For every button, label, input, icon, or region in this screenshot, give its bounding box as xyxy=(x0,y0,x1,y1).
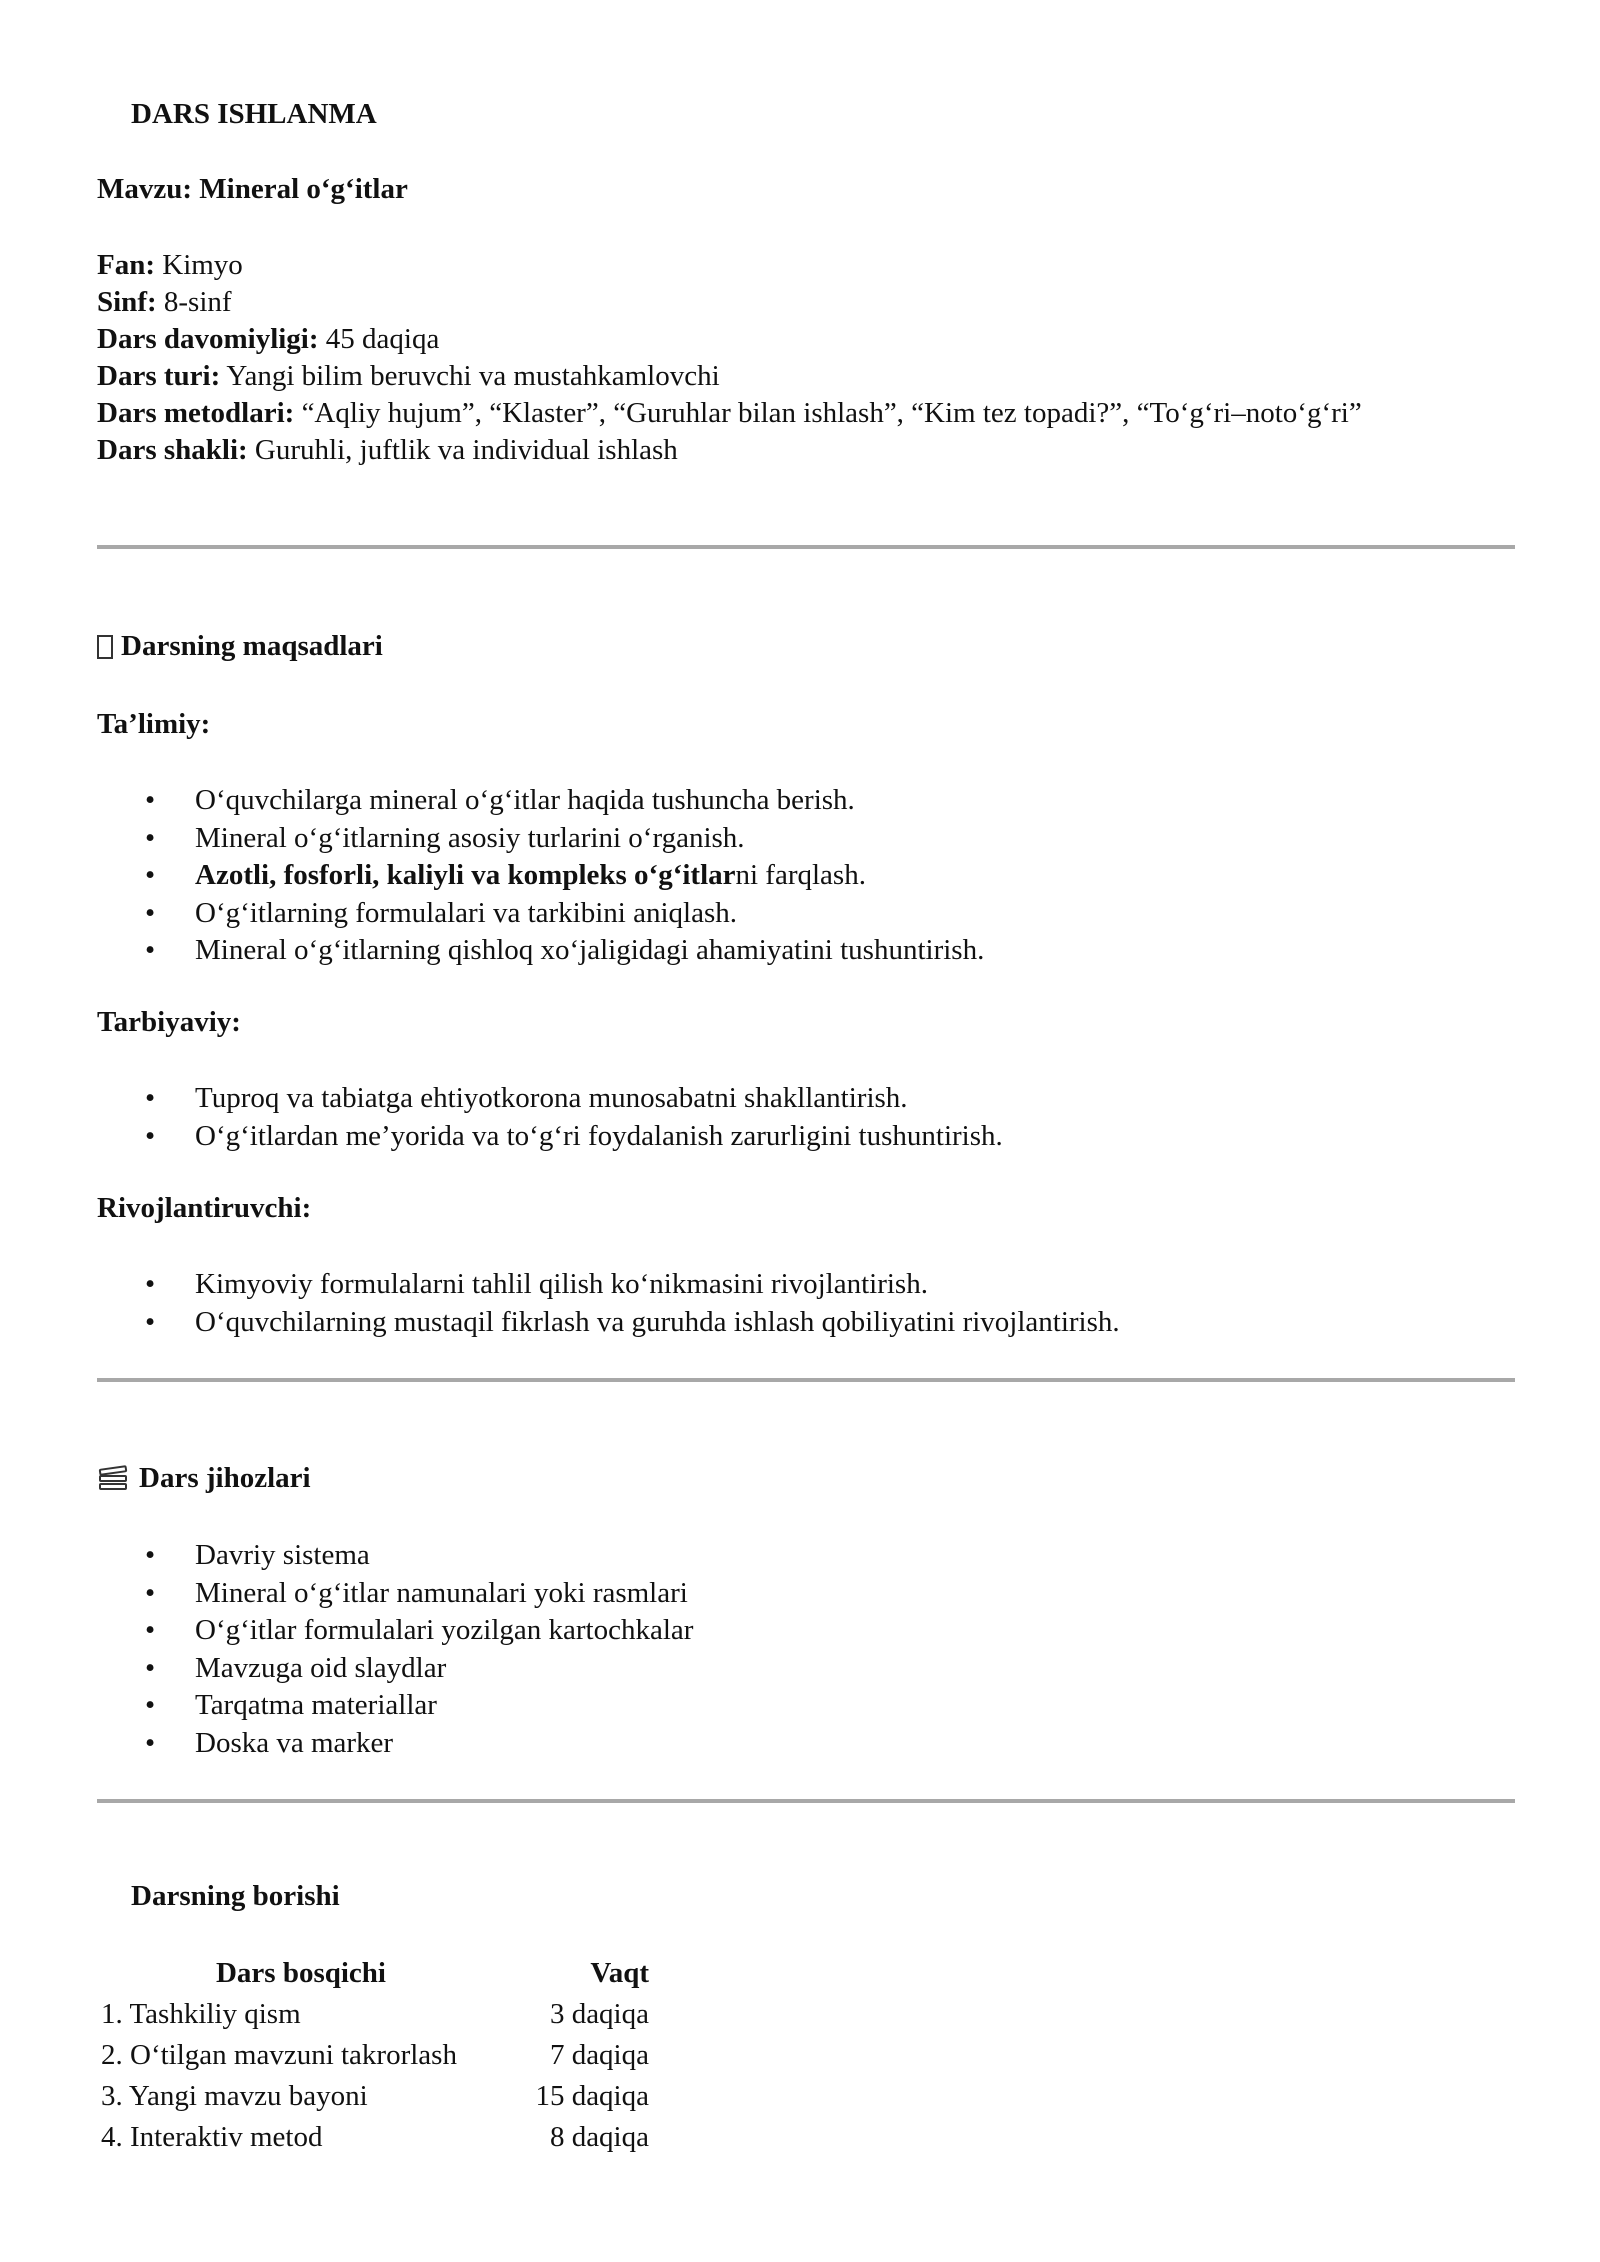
list-item: • O‘g‘itlarning formulalari va tarkibini aniqlash. xyxy=(145,896,737,929)
equipment-heading: Dars jihozlari xyxy=(97,1462,311,1495)
divider xyxy=(97,545,1515,549)
meta-type: Dars turi: Yangi bilim beruvchi va mustahkamlovchi xyxy=(97,360,720,392)
course-table xyxy=(97,1952,653,2158)
lesson-topic: Mavzu: Mineral o‘g‘itlar xyxy=(97,173,408,205)
meta-grade: Sinf: 8-sinf xyxy=(97,286,232,318)
meta-form: Dars shakli: Guruhli, juftlik va individual ishlash xyxy=(97,434,678,466)
talimiy-list xyxy=(145,782,984,970)
lesson-meta xyxy=(97,247,1517,469)
goals-heading: Darsning maqsadlari xyxy=(97,630,383,663)
list-item: • Tarqatma materiallar xyxy=(145,1689,437,1721)
table-row: 3. Yangi mavzu bayoni 15 daqiqa xyxy=(101,2080,649,2112)
list-item: • O‘quvchilarga mineral o‘g‘itlar haqida tushuncha berish. xyxy=(145,784,855,816)
books-icon xyxy=(97,1465,131,1493)
list-item: • Mavzuga oid slaydlar xyxy=(145,1651,447,1684)
tarbiyaviy-list xyxy=(145,1080,1003,1155)
table-row: 2. O‘tilgan mavzuni takrorlash 7 daqiqa xyxy=(101,2039,649,2071)
document-title: DARS ISHLANMA xyxy=(131,98,377,130)
target-icon xyxy=(97,635,113,659)
list-item: • Davriy sistema xyxy=(145,1539,370,1571)
tarbiyaviy-heading: Tarbiyaviy: xyxy=(97,1006,241,1038)
talimiy-heading: Ta’limiy: xyxy=(97,708,211,740)
divider xyxy=(97,1378,1515,1382)
list-item: • Tuproq va tabiatga ehtiyotkorona munosabatni shakllantirish. xyxy=(145,1082,908,1114)
list-item: • Mineral o‘g‘itlarning asosiy turlarini o‘rganish. xyxy=(145,821,745,854)
list-item: • Doska va marker xyxy=(145,1726,394,1759)
meta-methods: Dars metodlari: “Aqliy hujum”, “Klaster”, “Guruhlar bilan ishlash”, “Kim tez topadi?”, “To‘g‘ri–noto‘g‘ri” xyxy=(97,397,1362,429)
table-row: 1. Tashkiliy qism 3 daqiqa xyxy=(101,1998,649,2030)
list-item: • Mineral o‘g‘itlar namunalari yoki rasmlari xyxy=(145,1576,688,1609)
table-header-row xyxy=(97,1952,653,1994)
meta-duration: Dars davomiyligi: 45 daqiqa xyxy=(97,323,440,355)
list-item: • Azotli, fosforli, kaliyli va kompleks o‘g‘itlarni farqlash. xyxy=(145,859,866,891)
list-item: • O‘g‘itlardan me’yorida va to‘g‘ri foydalanish zarurligini tushuntirish. xyxy=(145,1119,1003,1152)
table-row: 4. Interaktiv metod 8 daqiqa xyxy=(101,2121,649,2153)
divider xyxy=(97,1799,1515,1803)
list-item: • Mineral o‘g‘itlarning qishloq xo‘jaligidagi ahamiyatini tushuntirish. xyxy=(145,934,985,966)
list-item: • Kimyoviy formulalarni tahlil qilish ko‘nikmasini rivojlantirish. xyxy=(145,1268,928,1300)
column-header-time: Vaqt xyxy=(590,1957,649,1989)
equipment-list xyxy=(145,1537,693,1762)
course-heading: Darsning borishi xyxy=(131,1880,340,1912)
rivojlantiruvchi-list xyxy=(145,1266,1120,1341)
list-item: • O‘quvchilarning mustaqil fikrlash va guruhda ishlash qobiliyatini rivojlantirish. xyxy=(145,1305,1120,1338)
meta-subject: Fan: Kimyo xyxy=(97,249,243,281)
rivojlantiruvchi-heading: Rivojlantiruvchi: xyxy=(97,1192,312,1224)
column-header-stage: Dars bosqichi xyxy=(215,1957,386,1989)
list-item: • O‘g‘itlar formulalari yozilgan kartochkalar xyxy=(145,1614,694,1646)
